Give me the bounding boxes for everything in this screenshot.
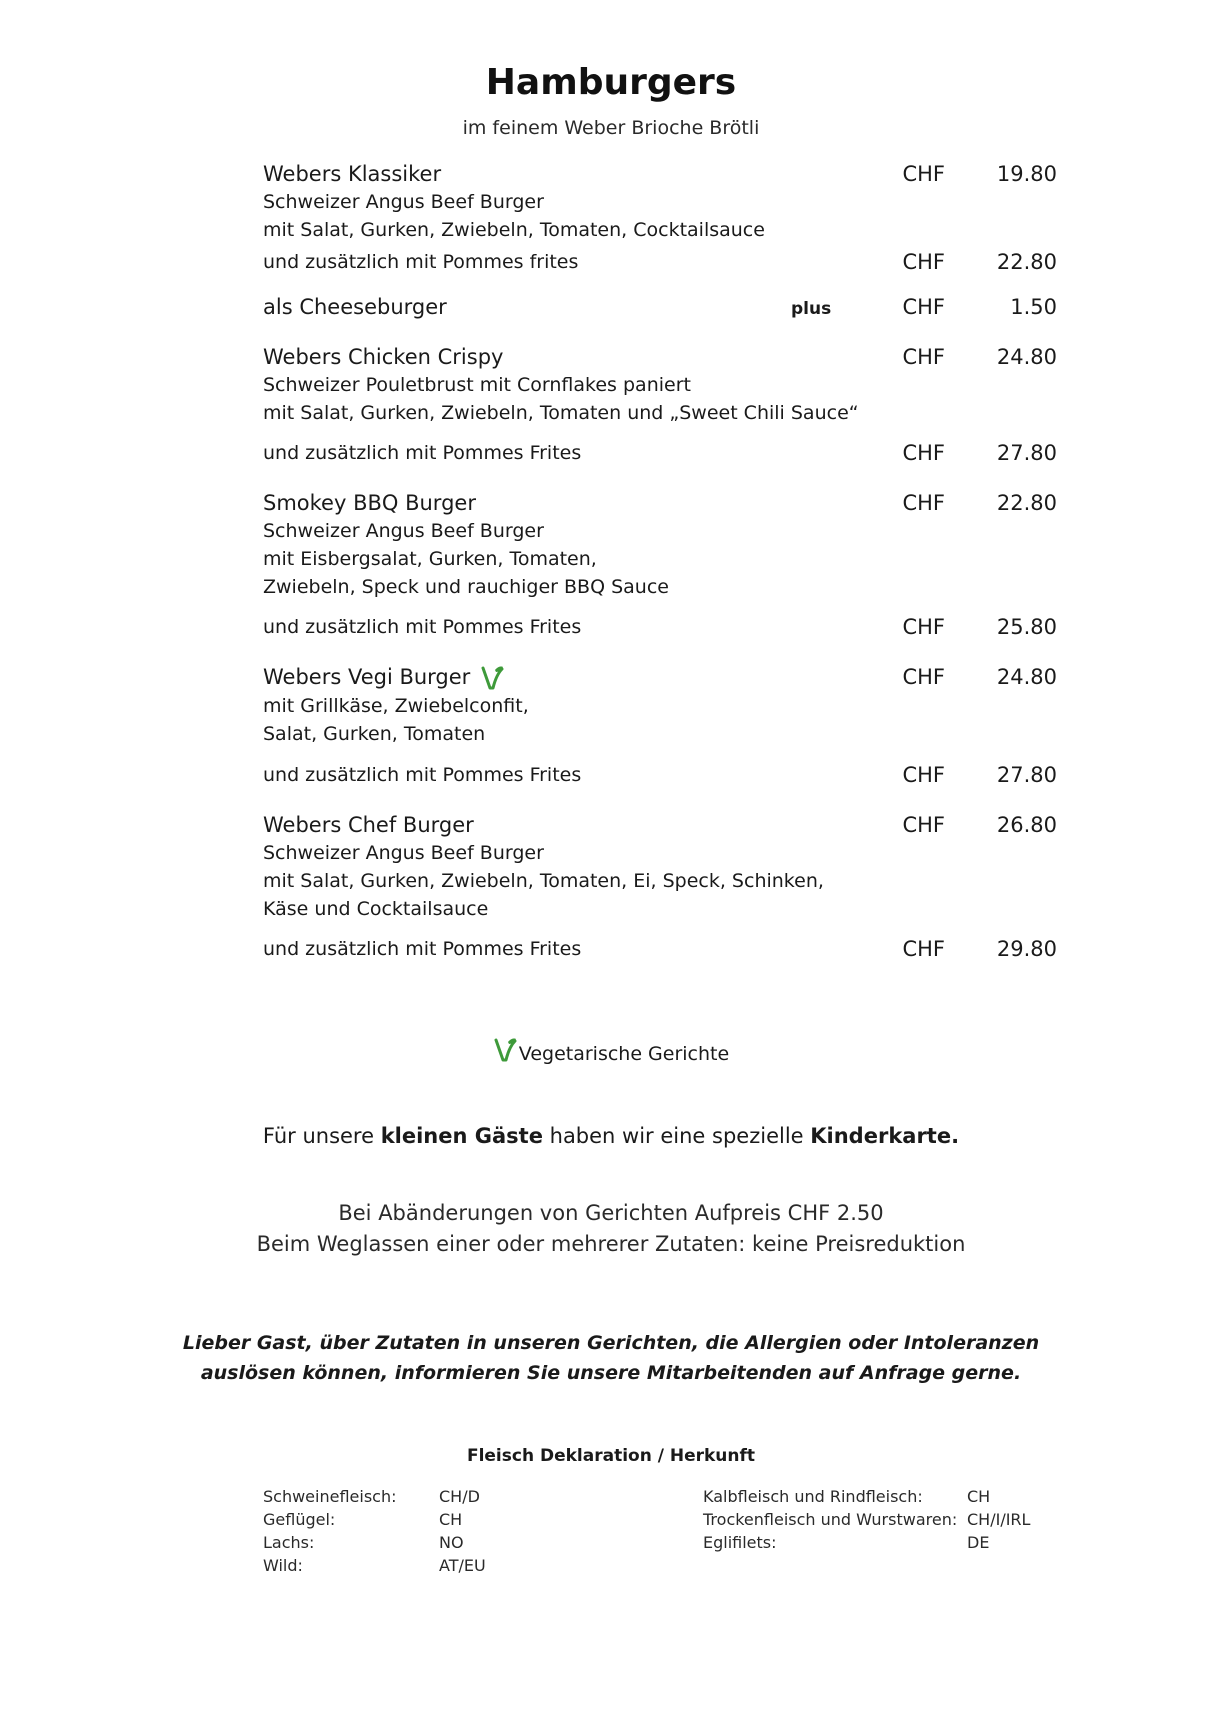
menu-addon-pommes: [263, 761, 1057, 811]
declaration-row: [703, 1485, 1063, 1508]
item-desc: Zwiebeln, Speck und rauchiger BBQ Sauce: [263, 576, 669, 598]
item-price: 22.80: [996, 250, 1057, 274]
menu-item-chicken-crispy: [263, 343, 1057, 439]
menu-addon-cheeseburger: [263, 293, 1057, 343]
declaration-label: Geflügel:: [263, 1510, 336, 1529]
menu-item-chef-burger: [263, 811, 1057, 935]
note-line: Bei Abänderungen von Gerichten Aufpreis CHF 2.50: [338, 1201, 884, 1225]
legend-text: Vegetarische Gerichte: [518, 1043, 730, 1065]
declaration-row: [703, 1508, 1063, 1531]
modification-note: [0, 1198, 1222, 1260]
item-price: 24.80: [996, 665, 1057, 689]
item-name: und zusätzlich mit Pommes Frites: [263, 616, 582, 638]
item-price: 1.50: [1010, 295, 1057, 319]
item-desc: mit Salat, Gurken, Zwiebeln, Tomaten und „Sweet Chili Sauce“: [263, 402, 859, 424]
item-currency: CHF: [902, 441, 945, 465]
declaration-label: Schweinefleisch:: [263, 1487, 397, 1506]
declaration-value: CH/D: [439, 1487, 480, 1506]
vegetarian-leaf-icon: [493, 1036, 517, 1064]
declaration-right-column: [703, 1485, 1063, 1554]
item-name: als Cheeseburger: [263, 295, 447, 319]
item-name: Webers Vegi Burger: [263, 665, 471, 689]
page-subtitle: im feinem Weber Brioche Brötli: [462, 117, 760, 139]
menu-item-smokey-bbq: [263, 489, 1057, 613]
menu-list: [263, 160, 1057, 975]
kids-text: haben wir eine spezielle: [542, 1124, 811, 1148]
page-title: Hamburgers: [485, 62, 737, 103]
item-desc: Schweizer Angus Beef Burger: [263, 520, 544, 542]
kids-menu-note: [0, 1124, 1222, 1148]
item-desc: Salat, Gurken, Tomaten: [263, 723, 486, 745]
item-name: Webers Chef Burger: [263, 813, 474, 837]
item-desc: mit Grillkäse, Zwiebelconfit,: [263, 695, 529, 717]
item-currency: CHF: [902, 813, 945, 837]
declaration-label: Lachs:: [263, 1533, 315, 1552]
item-price: 26.80: [996, 813, 1057, 837]
menu-addon-pommes: [263, 248, 1057, 293]
item-currency: CHF: [902, 491, 945, 515]
item-price: 22.80: [996, 491, 1057, 515]
declaration-left-column: [263, 1485, 583, 1577]
menu-addon-pommes: [263, 935, 1057, 975]
item-price: 27.80: [996, 763, 1057, 787]
note-line: Beim Weglassen einer oder mehrerer Zutaten: keine Preisreduktion: [256, 1232, 966, 1256]
declaration-value: NO: [439, 1533, 464, 1552]
declaration-row: [263, 1554, 583, 1577]
declaration-value: CH/I/IRL: [967, 1510, 1031, 1529]
declaration-value: DE: [967, 1533, 990, 1552]
menu-addon-pommes: [263, 613, 1057, 663]
item-name: Webers Chicken Crispy: [263, 345, 504, 369]
item-currency: CHF: [902, 162, 945, 186]
vegetarian-leaf-icon: [480, 664, 504, 692]
declaration-label: Eglifilets:: [703, 1533, 777, 1552]
item-currency: CHF: [902, 295, 945, 319]
item-name: und zusätzlich mit Pommes Frites: [263, 442, 582, 464]
declaration-title: Fleisch Deklaration / Herkunft: [466, 1446, 756, 1466]
item-desc: Käse und Cocktailsauce: [263, 898, 489, 920]
menu-item-vegi-burger: [263, 663, 1057, 761]
kids-bold-text: kleinen Gäste: [380, 1124, 543, 1148]
item-currency: CHF: [902, 250, 945, 274]
item-price: 29.80: [996, 937, 1057, 961]
declaration-label: Wild:: [263, 1556, 303, 1575]
menu-item-webers-klassiker: [263, 160, 1057, 248]
kids-bold-text: Kinderkarte.: [810, 1124, 960, 1148]
declaration-row: [263, 1485, 583, 1508]
item-desc: Schweizer Pouletbrust mit Cornflakes paniert: [263, 374, 691, 396]
declaration-value: CH: [967, 1487, 991, 1506]
item-name: Webers Klassiker: [263, 162, 442, 186]
item-desc: mit Eisbergsalat, Gurken, Tomaten,: [263, 548, 597, 570]
item-desc: mit Salat, Gurken, Zwiebeln, Tomaten, Ei, Speck, Schinken,: [263, 870, 824, 892]
item-price: 25.80: [996, 615, 1057, 639]
item-desc: Schweizer Angus Beef Burger: [263, 842, 544, 864]
declaration-row: [263, 1508, 583, 1531]
kids-text: Für unsere: [262, 1124, 381, 1148]
item-currency: CHF: [902, 615, 945, 639]
item-currency: CHF: [902, 665, 945, 689]
declaration-label: Kalbfleisch und Rindfleisch:: [703, 1487, 923, 1506]
item-desc: Schweizer Angus Beef Burger: [263, 191, 544, 213]
declaration-value: CH: [439, 1510, 463, 1529]
item-price: 19.80: [996, 162, 1057, 186]
item-name: und zusätzlich mit Pommes frites: [263, 251, 579, 273]
menu-addon-pommes: [263, 439, 1057, 489]
allergy-note: [0, 1328, 1222, 1388]
declaration-label: Trockenfleisch und Wurstwaren:: [703, 1510, 958, 1529]
item-desc: mit Salat, Gurken, Zwiebeln, Tomaten, Cocktailsauce: [263, 219, 765, 241]
declaration-row: [703, 1531, 1063, 1554]
item-price: 27.80: [996, 441, 1057, 465]
item-currency: CHF: [902, 345, 945, 369]
item-currency: CHF: [902, 937, 945, 961]
item-price: 24.80: [996, 345, 1057, 369]
item-name: Smokey BBQ Burger: [263, 491, 476, 515]
declaration-row: [263, 1531, 583, 1554]
declaration-value: AT/EU: [439, 1556, 486, 1575]
item-plus-label: plus: [791, 299, 832, 319]
item-currency: CHF: [902, 763, 945, 787]
vegetarian-legend: [0, 1036, 1222, 1065]
allergy-line: auslösen können, informieren Sie unsere Mitarbeitenden auf Anfrage gerne.: [200, 1362, 1022, 1384]
allergy-line: Lieber Gast, über Zutaten in unseren Gerichten, die Allergien oder Intoleranzen: [182, 1332, 1040, 1354]
item-name: und zusätzlich mit Pommes Frites: [263, 764, 582, 786]
item-name: und zusätzlich mit Pommes Frites: [263, 938, 582, 960]
